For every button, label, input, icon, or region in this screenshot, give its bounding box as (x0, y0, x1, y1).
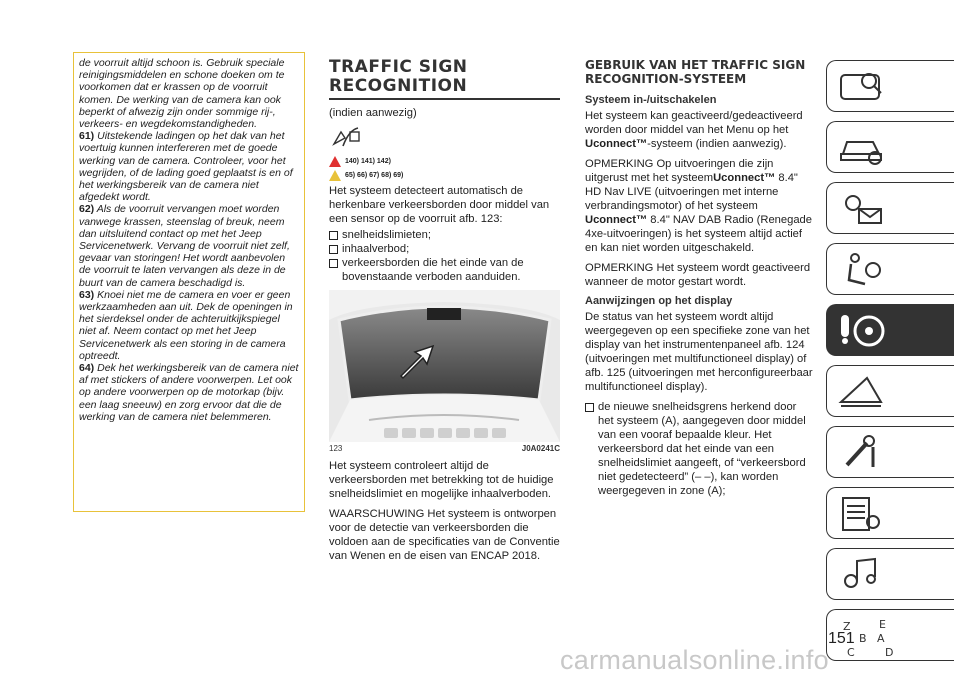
tab-maintenance[interactable] (826, 426, 954, 478)
figure-code: J0A0241C (521, 444, 560, 453)
svg-text:B: B (859, 632, 867, 645)
section-title-line2: RECOGNITION (329, 76, 468, 96)
warning-paragraph: WAARSCHUWING Het systeem is ontworpen voor de detectie van verkeersborden die voldoen aan de specificaties van de Conventie van Wenen en de eisen van ENCAP 2018. (329, 508, 560, 562)
warning-refs: 140) 141) 142) (329, 156, 560, 167)
list-item: de nieuwe snelheidsgrens herkend door het systeem (A), aangegeven door middel van een vooraf bepaalde kleur. Het verkeersbord dat het einde van een snelheidslimiet aangeeft, of “verkeersbord niet gedetecteerd” (– –), kan worden weergegeven in zone (A); (585, 400, 815, 498)
intro-paragraph: Het systeem detecteert automatisch de herkenbare verkeersborden door middel van een sensor op de voorruit afb. 123: (329, 185, 550, 225)
svg-text:C: C (847, 646, 855, 659)
middle-column (329, 58, 560, 569)
heading-switch: Systeem in-/uitschakelen (585, 94, 717, 106)
traffic-sign-icon (331, 126, 560, 153)
car-icon (837, 128, 887, 168)
chapter-tabs (826, 60, 954, 670)
figure-caption (329, 444, 560, 453)
bullet-icon (329, 245, 338, 254)
tab-driving[interactable] (826, 304, 954, 356)
watermark: carmanualsonline.info (560, 645, 829, 675)
note-paragraph: OPMERKING Het systeem wordt geactiveerd wanneer de motor gestart wordt. (585, 262, 811, 288)
caution-refs: 65) 66) 67) 68) 69) (329, 170, 560, 181)
paragraph: Het systeem controleert altijd de verkeersborden met betrekking tot de huidige snelheidslimiet en mogelijke inhaalverboden. (329, 460, 554, 500)
bullet-icon (585, 403, 594, 412)
document-icon (837, 494, 887, 534)
note-64: 64) Dek het werkingsbereik van de camera niet af met stickers of andere voorwerpen. Let ook op andere voorwerpen op de motorkap (bijv. een laag sneeuw) en zorg ervoor dat die de werking van de camera niet belemmeren. (79, 362, 299, 423)
list-item: snelheidslimieten; (329, 228, 560, 242)
tab-lights[interactable] (826, 182, 954, 234)
tab-vehicle[interactable] (826, 121, 954, 173)
tab-multimedia[interactable] (826, 548, 954, 600)
warning-road-icon (837, 372, 887, 412)
svg-text:A: A (877, 632, 885, 645)
warning-icon (329, 156, 341, 167)
figure-number: 123 (329, 444, 343, 453)
light-message-icon (837, 189, 887, 229)
note-paragraph: de voorruit altijd schoon is. Gebruik speciale reinigingsmiddelen en schone doeken om te voorkomen dat er krassen op de voorruit komen. De werking van de camera kan ook beperkt of afwezig zijn onder sommige rij-, verkeers- en wegdekomstandigheden. (79, 57, 285, 131)
tab-technical-data[interactable] (826, 487, 954, 539)
caution-icon (329, 170, 341, 181)
note-62: 62) Als de voorruit vervangen moet worden vanwege krassen, steenslag of breuk, neem dan uitsluitend contact op met het Jeep Servicenetwerk. Vervang de voorruit niet zelf, gevaar van storingen! Het wordt aanbevolen de voorruit te laten vervangen als deze in de buurt van de camera beschadigd is. (79, 203, 290, 289)
section-title-line1: TRAFFIC SIGN (329, 57, 468, 77)
key-steering-icon (837, 311, 887, 351)
heading-display: Aanwijzingen op het display (585, 295, 733, 307)
list-item: verkeersborden die het einde van de bovenstaande verboden aanduiden. (329, 256, 560, 284)
notes-box (73, 52, 305, 512)
title-rule (329, 98, 560, 100)
subsection-title: GEBRUIK VAN HET TRAFFIC SIGN RECOGNITION-SYSTEEM (585, 58, 806, 86)
wrench-icon (837, 433, 887, 473)
svg-text:E: E (879, 618, 886, 631)
bullet-icon (329, 259, 338, 268)
windshield-camera-figure (329, 290, 560, 442)
page-number: 151 (828, 630, 855, 647)
dashboard-icon (837, 67, 887, 107)
multimedia-icon (837, 555, 887, 595)
tab-safety[interactable] (826, 243, 954, 295)
tab-emergency[interactable] (826, 365, 954, 417)
svg-text:Z: Z (843, 620, 851, 633)
paragraph: Het systeem kan geactiveerd/gedeactiveerd worden door middel van het Menu op het Uconnect™-systeem (indien aanwezig). (585, 110, 803, 150)
paragraph: De status van het systeem wordt altijd weergegeven op een specifieke zone van het display van het instrumentenpaneel afb. 124 (uitvoeringen met multifunctioneel display) of afb. 125 (uitvoeringen met herconfigureerbaar multifunctioneel display). (585, 311, 813, 393)
list-item: inhaalverbod; (329, 242, 560, 256)
right-column (585, 58, 815, 498)
svg-text:D: D (885, 646, 894, 659)
seat-airbag-icon (837, 250, 887, 290)
subtitle: (indien aanwezig) (329, 107, 417, 119)
note-63: 63) Knoei niet me de camera en voer er geen werkzaamheden aan uit. Dek de openingen in het sierdeksel onder de achteruitkijkspiegel niet af. Neem contact op met het Jeep Servicenetwerk als een storing in de camera optreedt. (79, 288, 293, 362)
note-61: 61) Uitstekende ladingen op het dak van het voertuig kunnen interfereren met de goede werking van de camera. Controleer, voor het wegrijden, of de lading goed geplaatst is en of het werkingsbereik van de camera niet afgedekt wordt. (79, 130, 293, 204)
bullet-icon (329, 231, 338, 240)
tab-dashboard[interactable] (826, 60, 954, 112)
note-paragraph: OPMERKING Op uitvoeringen die zijn uitgerust met het systeemUconnect™ 8.4" HD Nav LIVE (uitvoeringen met interne verbrandingsmotor) of het systeem Uconnect™ 8.4" NAV DAB Radio (Renegade 4xe-uitvoeringen) is het systeem altijd actief en kan niet worden uitgeschakeld. (585, 158, 813, 254)
